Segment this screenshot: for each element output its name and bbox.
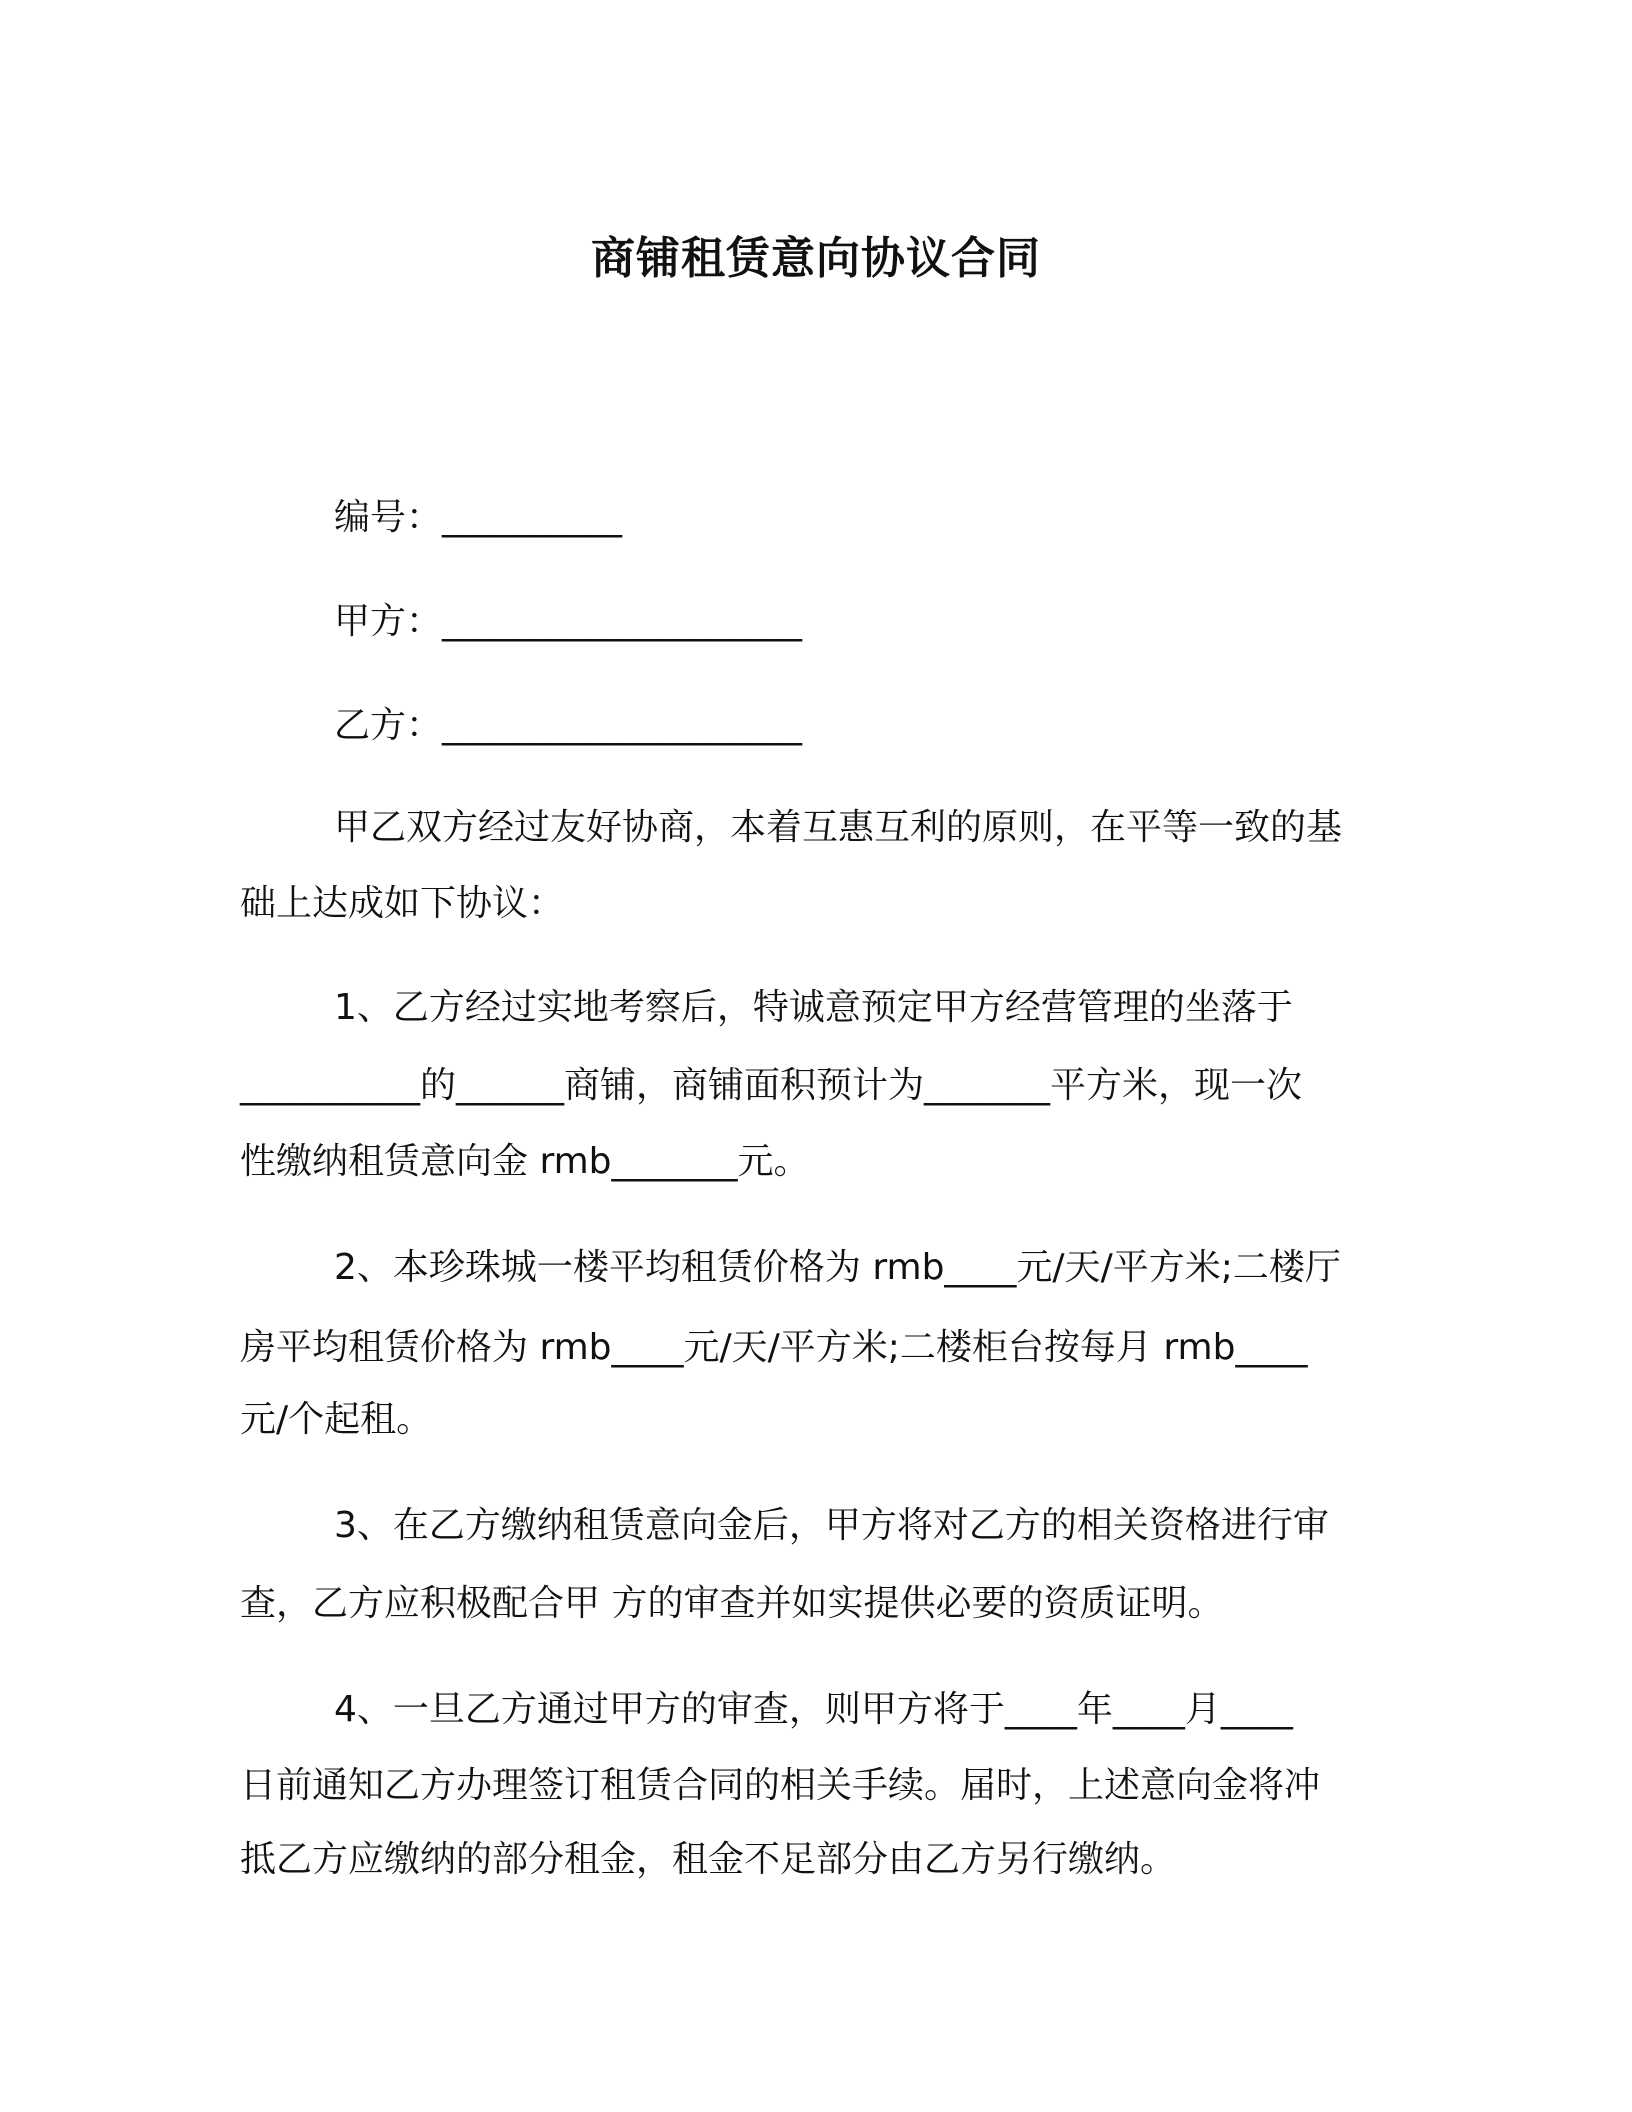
- clause-4-line-1: 4、一旦乙方通过甲方的审查，则甲方将于____年____月____: [334, 1689, 1293, 1730]
- party-a-field: 甲方：____________________: [334, 601, 803, 642]
- clause-2-line-2: 房平均租赁价格为 rmb____元/天/平方米;二楼柜台按每月 rmb____: [240, 1327, 1308, 1368]
- party-b-field: 乙方：____________________: [334, 705, 803, 746]
- clause-2-line-3: 元/个起租。: [240, 1399, 433, 1440]
- clause-1-line-1: 1、乙方经过实地考察后，特诚意预定甲方经营管理的坐落于: [334, 987, 1293, 1028]
- number-field: 编号：__________: [334, 497, 623, 538]
- clause-3-line-2: 查，乙方应积极配合甲 方的审查并如实提供必要的资质证明。: [240, 1583, 1224, 1624]
- clause-1-line-2: __________的______商铺，商铺面积预计为_______平方米，现一次: [240, 1065, 1303, 1106]
- clause-3-line-1: 3、在乙方缴纳租赁意向金后，甲方将对乙方的相关资格进行审: [334, 1505, 1329, 1546]
- clause-4-line-2: 日前通知乙方办理签订租赁合同的相关手续。届时，上述意向金将冲: [240, 1765, 1321, 1806]
- document-title: 商铺租赁意向协议合同: [591, 233, 1041, 284]
- clause-4-line-3: 抵乙方应缴纳的部分租金，租金不足部分由乙方另行缴纳。: [240, 1839, 1177, 1880]
- intro-line-1: 甲乙双方经过友好协商，本着互惠互利的原则，在平等一致的基: [334, 807, 1343, 848]
- clause-2-line-1: 2、本珍珠城一楼平均租赁价格为 rmb____元/天/平方米;二楼厅: [334, 1247, 1341, 1288]
- intro-line-2: 础上达成如下协议：: [240, 883, 565, 924]
- clause-1-line-3: 性缴纳租赁意向金 rmb_______元。: [240, 1141, 810, 1182]
